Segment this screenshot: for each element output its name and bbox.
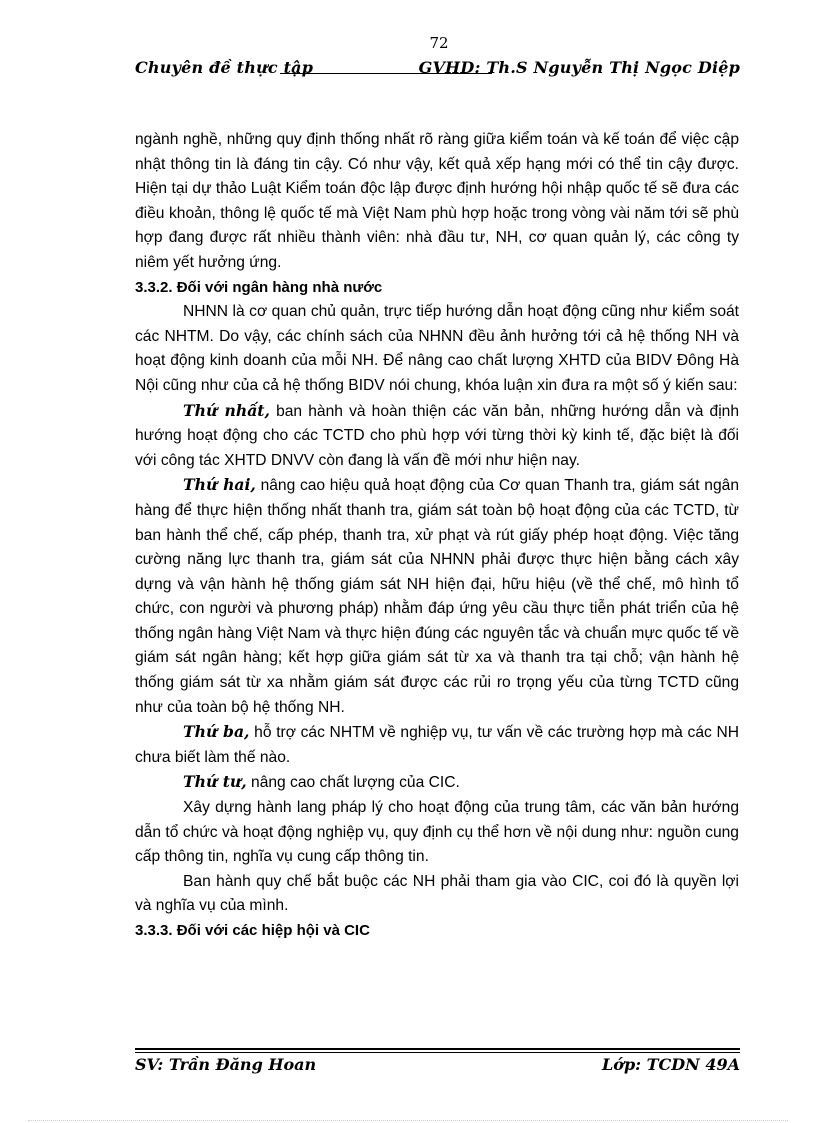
paragraph-text: nâng cao hiệu quả hoạt động của Cơ quan Thanh tra, giám sát ngân hàng để thực hiện thống nhất thanh tra, giám sát toàn bộ hoạt động của các TCTD, từ ban hành thể chế, cấp phép, thanh tra, xử phạt và rút giấy phép hoạt động. Việc tăng cường năng lực thanh tra, giám sát của NHNN phải được thực hiện bằng cách xây dựng và vận hành hệ thống giám sát NH hiện đại, hữu hiệu (về thể chế, mô hình tổ chức, con người và phương pháp) nhằm đáp ứng yêu cầu thực tiễn phát triển của hệ thống ngân hàng Việt Nam và thực hiện đúng các nguyên tắc và chuẩn mực quốc tế về giám sát ngân hàng; kết hợp giữa giám sát từ xa và thanh tra tại chỗ; vận hành hệ thống giám sát từ xa nhằm giám sát được các rủi ro trọng yếu của từng TCTD cũng như của toàn bộ hệ thống NH. bbox=[135, 477, 739, 716]
paragraph-text: ban hành và hoàn thiện các văn bản, những hướng dẫn và định hướng hoạt động cho các TCTD cho phù hợp với từng thời kỳ kinh tế, đặc biệt là đối với công tác XHTD DNVV còn đang là vấn đề mới như hiện nay. bbox=[135, 402, 739, 469]
paragraph-lead: Thứ hai, bbox=[183, 475, 256, 495]
paragraph bbox=[135, 473, 739, 720]
section-heading: 3.3.3. Đối với các hiệp hội và CIC bbox=[135, 922, 370, 939]
paragraph: NHNN là cơ quan chủ quản, trực tiếp hướng dẫn hoạt động cũng như kiểm soát các NHTM. Do vậy, các chính sách của NHNN đều ảnh hưởng tới cả hệ thống NH và hoạt động kinh doanh của mỗi NH. Để nâng cao chất lượng XHTD của BIDV Đông Hà Nội cũng như của cả hệ thống BIDV nói chung, khóa luận xin đưa ra một số ý kiến sau: bbox=[135, 303, 739, 394]
header-left-title: Chuyên đề thực tập bbox=[135, 58, 314, 77]
paragraph: Ban hành quy chế bắt buộc các NH phải tham gia vào CIC, coi đó là quyền lợi và nghĩa vụ của mình. bbox=[135, 872, 739, 915]
paragraph bbox=[135, 770, 739, 796]
header-right-advisor: GVHD: Th.S Nguyễn Thị Ngọc Diệp bbox=[418, 58, 740, 77]
paragraph-text: nâng cao chất lượng của CIC. bbox=[246, 774, 460, 792]
footer-class: Lớp: TCDN 49A bbox=[602, 1055, 740, 1074]
paragraph-lead: Thứ tư, bbox=[183, 772, 247, 792]
page-number: 72 bbox=[429, 34, 449, 52]
page-header bbox=[135, 58, 740, 76]
footer-rule-thin bbox=[135, 1052, 740, 1053]
paragraph-text: hỗ trợ các NHTM về nghiệp vụ, tư vấn về các trường hợp mà các NH chưa biết làm thế nào. bbox=[135, 724, 739, 766]
paragraph bbox=[135, 720, 739, 770]
document-body bbox=[135, 128, 739, 944]
paragraph: Xây dựng hành lang pháp lý cho hoạt động của trung tâm, các văn bản hướng dẫn tổ chức và hoạt động nghiệp vụ, quy định cụ thể hơn về nội dung như: nguồn cung cấp thông tin, nghĩa vụ cung cấp thông tin. bbox=[135, 799, 739, 866]
section-heading: 3.3.2. Đối với ngân hàng nhà nước bbox=[135, 278, 383, 296]
page-footer bbox=[135, 1048, 740, 1076]
footer-rule-thick bbox=[135, 1048, 740, 1050]
paragraph-lead: Thứ ba, bbox=[183, 722, 250, 742]
paragraph bbox=[135, 399, 739, 474]
footer-student: SV: Trần Đăng Hoan bbox=[135, 1055, 317, 1074]
paragraph: ngành nghề, những quy định thống nhất rõ ràng giữa kiểm toán và kế toán để việc cập nhật thông tin là đáng tin cậy. Có như vậy, kết quả xếp hạng mới có thể tin cậy được. Hiện tại dự thảo Luật Kiểm toán độc lập được định hướng hội nhập quốc tế sẽ đưa các điều khoản, thông lệ quốc tế mà Việt Nam phù hợp hoặc trong vòng vài năm tới sẽ phù hợp đang được rất nhiều thành viên: nhà đầu tư, NH, cơ quan quản lý, các công ty niêm yết hưởng ứng. bbox=[135, 131, 739, 271]
paragraph-lead: Thứ nhất, bbox=[183, 400, 270, 420]
header-rule bbox=[280, 73, 492, 74]
page-bottom-border bbox=[28, 1120, 788, 1121]
